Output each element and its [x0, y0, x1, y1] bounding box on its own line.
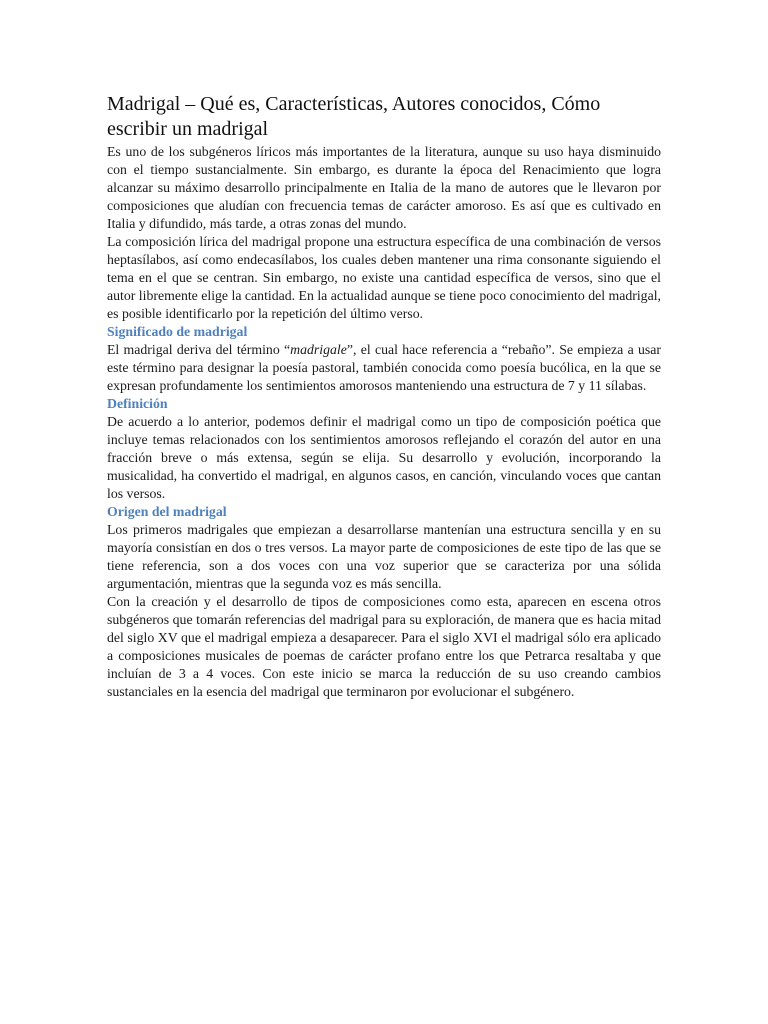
section-heading-origen: Origen del madrigal [107, 504, 227, 519]
section-heading-definicion: Definición [107, 396, 168, 411]
document-page [107, 92, 661, 701]
italic-term: madrigale [290, 342, 347, 357]
intro-paragraph-1: Es uno de los subgéneros líricos más importantes de la literatura, aunque su uso haya disminuido con el tiempo sustancialmente. Sin embargo, es durante la época del Renacimiento que logra alcanzar su máximo desarrollo principalmente en Italia de la mano de autores que le llevaron por composiciones que aludían con frecuencia temas de carácter amoroso. Es así que es cultivado en Italia y difundido, más tarde, a otras zonas del mundo. [107, 144, 661, 231]
intro-paragraph-2: La composición lírica del madrigal propone una estructura específica de una combinación de versos heptasílabos, así como endecasílabos, los cuales deben mantener una rima consonante siguiendo el tema en el que se centran. Sin embargo, no existe una cantidad específica de versos, sino que el autor libremente elige la cantidad. En la actualidad aunque se tiene poco conocimiento del madrigal, es posible identificarlo por la repetición del último verso. [107, 234, 661, 321]
section-paragraph-origen-1: Los primeros madrigales que empiezan a desarrollarse mantenían una estructura sencilla y en su mayoría consistían en dos o tres versos. La mayor parte de composiciones de este tipo de las que se tiene referencia, son a dos voces con una voz superior que se caracteriza por una sólida argumentación, mientras que la segunda voz es más sencilla. [107, 522, 661, 591]
section-paragraph-definicion: De acuerdo a lo anterior, podemos definir el madrigal como un tipo de composición poética que incluye temas relacionados con los sentimientos amorosos reflejando el corazón del autor en una fracción breve o más extensa, según se elija. Su desarrollo y evolución, incorporando la musicalidad, ha convertido el madrigal, en algunos casos, en canción, vinculando voces que cantan los versos. [107, 414, 661, 501]
section-heading-significado: Significado de madrigal [107, 324, 248, 339]
paragraph-text: ”, el cual hace referencia a “rebaño”. Se empieza a usar este término para designar la poesía pastoral, también conocida como poesía bucólica, en la que se expresan profundamente los sentimientos amorosos manteniendo una estructura de 7 y 11 sílabas. [107, 342, 661, 393]
document-title: Madrigal – Qué es, Características, Autores conocidos, Cómo escribir un madrigal [107, 93, 601, 140]
paragraph-text: El madrigal deriva del término “ [107, 342, 291, 357]
section-paragraph-origen-2: Con la creación y el desarrollo de tipos de composiciones como esta, aparecen en escena otros subgéneros que tomarán referencias del madrigal para su exploración, de manera que es hacia mitad del siglo XV que el madrigal empieza a desaparecer. Para el siglo XVI el madrigal sólo era aplicado a composiciones musicales de poemas de carácter profano entre los que Petrarca resaltaba y que incluían de 3 a 4 voces. Con este inicio se marca la reducción de su uso creando cambios sustanciales en la esencia del madrigal que terminaron por evolucionar el subgénero. [107, 594, 661, 699]
section-paragraph-significado [107, 341, 661, 395]
